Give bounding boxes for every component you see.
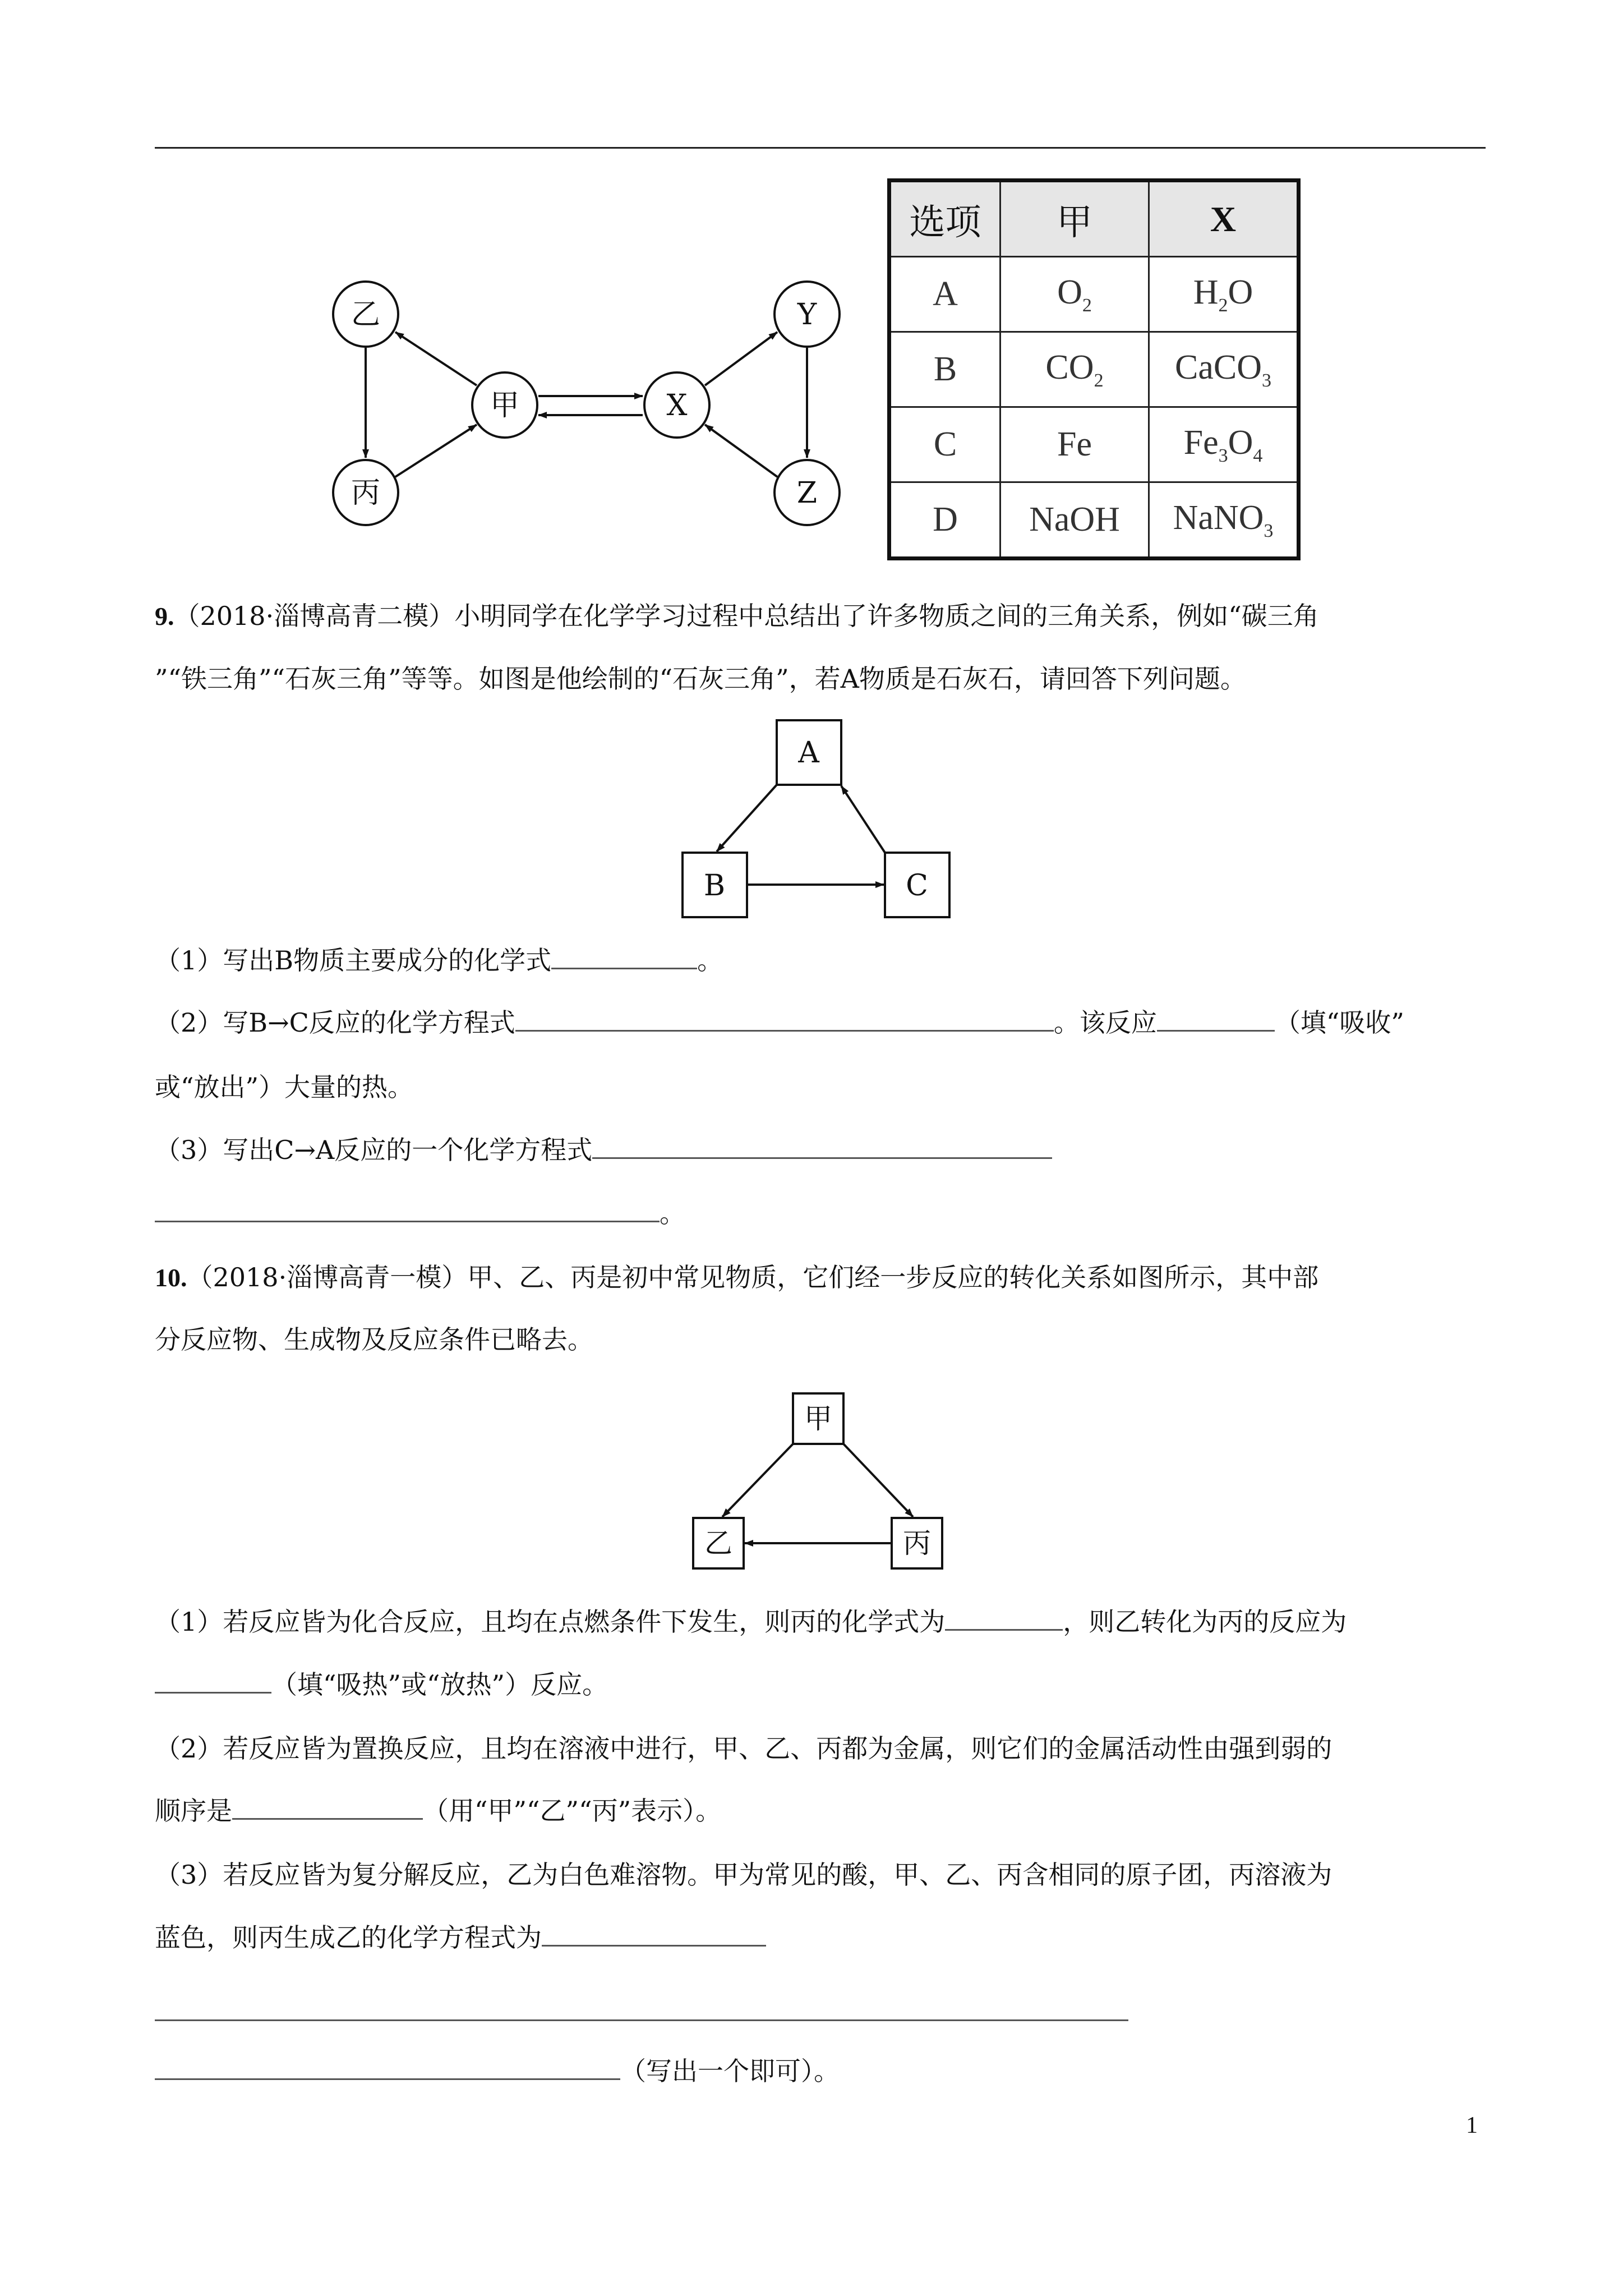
table-row <box>889 257 1299 332</box>
arrow-jia-yi <box>395 332 477 385</box>
q9-answer-blank-4[interactable] <box>592 1135 1052 1159</box>
box-bing-label: 丙 <box>903 1527 931 1559</box>
q10-part3: （3）若反应皆为复分解反应，乙为白色难溶物。甲为常见的酸，甲、乙、丙含相同的原子团，丙溶液为 <box>155 1860 1332 1890</box>
arrow-x-y <box>705 332 777 385</box>
arrow-a-b <box>717 785 777 852</box>
top-reaction-diagram <box>314 264 864 544</box>
q10-answer-blank-1[interactable] <box>945 1607 1063 1631</box>
box-c-label: C <box>906 869 928 903</box>
row-a-x: $H_2O$ <box>1149 257 1299 332</box>
node-jia-label: 甲 <box>490 389 520 422</box>
q9-line2: ”“铁三角”“石灰三角”等等。如图是他绘制的“石灰三角”，若A物质是石灰石，请回答下列问题。 <box>155 664 1246 694</box>
row-a-jia: $O_2$ <box>1000 257 1149 332</box>
row-b-jia: $CO_2$ <box>1000 332 1149 407</box>
row-d-x: NaNO$_3$ <box>1149 482 1299 559</box>
row-b-option: B <box>889 332 1000 407</box>
box-yi-label: 乙 <box>704 1527 732 1559</box>
row-c-jia: Fe <box>1000 407 1149 482</box>
arrow-jia-bing <box>843 1444 913 1517</box>
options-table <box>887 178 1301 560</box>
q9-answer-blank-2[interactable] <box>515 1007 1054 1032</box>
q10-part2-cont: 顺序是 （用“甲”“乙”“丙”表示）。 <box>155 1796 722 1826</box>
arrow-c-a <box>841 786 885 853</box>
box-b-label: B <box>703 869 726 903</box>
box-jia-label: 甲 <box>804 1402 832 1435</box>
table-header-row <box>889 181 1299 257</box>
q9-part1: （1）写出B物质主要成分的化学式 。 <box>155 945 723 976</box>
node-z-label: Z <box>796 476 818 510</box>
table-row <box>889 407 1299 482</box>
q10-answer-blank-4[interactable] <box>542 1922 766 1947</box>
q10-part2: （2）若反应皆为置换反应，且均在溶液中进行，甲、乙、丙都为金属，则它们的金属活动性由强到弱的 <box>155 1733 1332 1764</box>
q10-part3-end: （写出一个即可）。 <box>155 2054 840 2088</box>
q9-lime-triangle-diagram <box>679 718 970 926</box>
row-d-jia: NaOH <box>1000 482 1149 559</box>
row-c-option: C <box>889 407 1000 482</box>
arrow-z-x <box>705 425 777 477</box>
node-y-label: Y <box>797 298 817 332</box>
header-rule <box>155 147 1486 149</box>
arrow-jia-yi <box>722 1444 793 1517</box>
row-b-x: CaCO$_3$ <box>1149 332 1299 407</box>
row-c-x: $Fe_3O_4$ <box>1149 407 1299 482</box>
table-row <box>889 482 1299 559</box>
q9-answer-blank-5[interactable] <box>155 1198 660 1222</box>
q9-answer-blank-3[interactable] <box>1157 1007 1275 1032</box>
row-d-option: D <box>889 482 1000 559</box>
q10-answer-blank-2[interactable] <box>155 1669 271 1694</box>
header-jia: 甲 <box>1000 181 1149 257</box>
node-bing-label: 丙 <box>351 476 381 510</box>
box-a-label: A <box>798 736 819 770</box>
q10-answer-blank-3[interactable] <box>232 1796 423 1820</box>
node-x-label: X <box>666 389 688 422</box>
header-x: X <box>1149 181 1299 257</box>
header-option: 选项 <box>889 181 1000 257</box>
q10-line1: 10.（2018·淄博高青一模）甲、乙、丙是初中常见物质，它们经一步反应的转化关系如图所示，其中部 <box>155 1262 1319 1292</box>
node-yi-label: 乙 <box>351 298 381 332</box>
q9-answer-blank-1[interactable] <box>551 945 697 969</box>
q9-part2-cont: 或“放出”）大量的热。 <box>155 1072 414 1102</box>
q9-line1: 9.（2018·淄博高青二模）小明同学在化学学习过程中总结出了许多物质之间的三角关系，例如“碳三角 <box>155 601 1319 631</box>
table-row <box>889 332 1299 407</box>
arrow-bing-jia <box>395 425 477 477</box>
q10-part3-cont: 蓝色，则丙生成乙的化学方程式为 <box>155 1921 766 1954</box>
q9-part3: （3）写出C→A反应的一个化学方程式 <box>155 1133 1052 1167</box>
q9-part3-cont: 。 <box>155 1197 685 1230</box>
q9-part2: （2）写B→C反应的化学方程式 。该反应 （填“吸收” <box>155 1007 1404 1038</box>
page-number: 1 <box>1466 2113 1478 2138</box>
q10-answer-blank-6[interactable] <box>155 2056 620 2080</box>
q10-part1-cont: （填“吸热”或“放热”）反应。 <box>155 1668 608 1701</box>
q10-part1: （1）若反应皆为化合反应，且均在点燃条件下发生，则丙的化学式为 ，则乙转化为丙的反应为 <box>155 1607 1347 1637</box>
q10-answer-blank-5[interactable] <box>155 2019 1128 2021</box>
row-a-option: A <box>889 257 1000 332</box>
q10-conversion-diagram <box>690 1391 948 1576</box>
q10-line2: 分反应物、生成物及反应条件已略去。 <box>155 1324 593 1355</box>
